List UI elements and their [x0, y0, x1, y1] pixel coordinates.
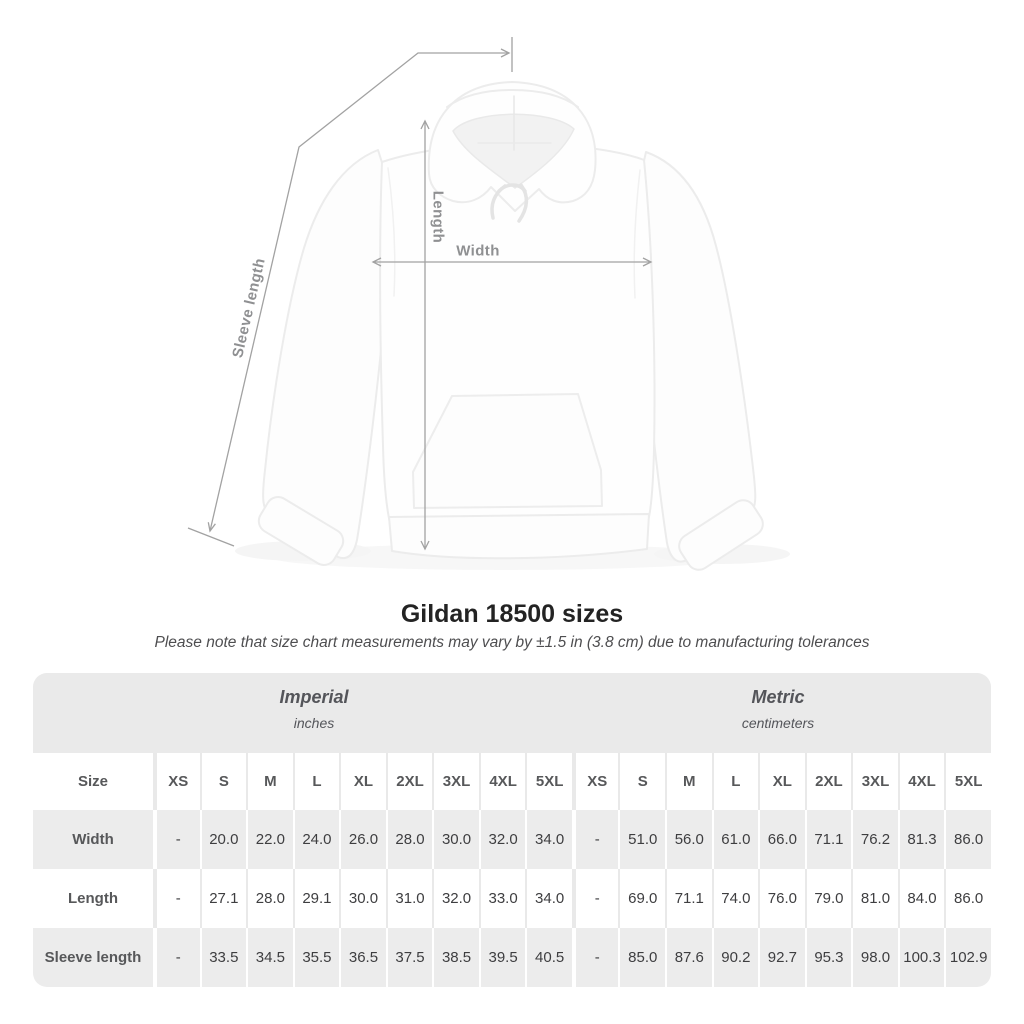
size-header: 2XL — [805, 753, 852, 810]
value-cell: 37.5 — [386, 928, 433, 987]
size-header: XL — [758, 753, 805, 810]
imperial-group-label: Imperial — [279, 687, 349, 707]
size-header: M — [665, 753, 712, 810]
value-cell: 36.5 — [339, 928, 386, 987]
value-cell: 71.1 — [805, 810, 852, 869]
unit-groups-band — [33, 673, 991, 753]
row-label-sleeve-length: Sleeve length — [44, 949, 142, 966]
value-cell: 69.0 — [618, 869, 665, 928]
row-label-width: Width — [72, 831, 114, 848]
value-cell: 20.0 — [200, 810, 247, 869]
value-cell: 90.2 — [712, 928, 759, 987]
value-cell: 76.2 — [851, 810, 898, 869]
value-cell: - — [153, 810, 200, 869]
sleeve-length-row — [33, 928, 991, 987]
size-header: L — [712, 753, 759, 810]
hoodie-garment — [235, 82, 790, 574]
sleeve-length-measurement-label: Sleeve length — [229, 256, 269, 360]
value-cell: 32.0 — [432, 869, 479, 928]
value-cell: 26.0 — [339, 810, 386, 869]
value-cell: 24.0 — [293, 810, 340, 869]
size-grid — [33, 753, 991, 987]
imperial-group-unit: inches — [293, 715, 335, 731]
value-cell: 100.3 — [898, 928, 945, 987]
value-cell: - — [572, 928, 619, 987]
size-header: 5XL — [944, 753, 991, 810]
value-cell: 87.6 — [665, 928, 712, 987]
value-cell: 32.0 — [479, 810, 526, 869]
value-cell: 86.0 — [944, 810, 991, 869]
size-chart-table — [33, 673, 991, 987]
value-cell: 35.5 — [293, 928, 340, 987]
value-cell: 81.3 — [898, 810, 945, 869]
value-cell: 56.0 — [665, 810, 712, 869]
size-header: S — [200, 753, 247, 810]
value-cell: - — [153, 928, 200, 987]
size-header: XS — [572, 753, 619, 810]
value-cell: 85.0 — [618, 928, 665, 987]
metric-group — [742, 687, 814, 731]
size-header: S — [618, 753, 665, 810]
value-cell: 98.0 — [851, 928, 898, 987]
size-header: XL — [339, 753, 386, 810]
value-cell: 40.5 — [525, 928, 572, 987]
size-header: 3XL — [851, 753, 898, 810]
value-cell: 22.0 — [246, 810, 293, 869]
value-cell: 30.0 — [432, 810, 479, 869]
width-row — [33, 810, 991, 869]
value-cell: 31.0 — [386, 869, 433, 928]
value-cell: 39.5 — [479, 928, 526, 987]
width-measurement-label: Width — [456, 242, 500, 260]
value-cell: 79.0 — [805, 869, 852, 928]
value-cell: 74.0 — [712, 869, 759, 928]
value-cell: 28.0 — [386, 810, 433, 869]
tolerance-note: Please note that size chart measurements may vary by ±1.5 in (3.8 cm) due to manufacturing tolerances — [154, 634, 870, 651]
size-header: 2XL — [386, 753, 433, 810]
length-measurement-label: Length — [429, 190, 447, 244]
size-header: 4XL — [898, 753, 945, 810]
right-sleeve — [638, 152, 756, 562]
value-cell: 71.1 — [665, 869, 712, 928]
value-cell: 27.1 — [200, 869, 247, 928]
size-header: 3XL — [432, 753, 479, 810]
value-cell: 51.0 — [618, 810, 665, 869]
value-cell: 81.0 — [851, 869, 898, 928]
value-cell: 38.5 — [432, 928, 479, 987]
size-header-row — [33, 753, 991, 810]
size-header: XS — [153, 753, 200, 810]
value-cell: 28.0 — [246, 869, 293, 928]
value-cell: 30.0 — [339, 869, 386, 928]
value-cell: - — [572, 869, 619, 928]
value-cell: - — [572, 810, 619, 869]
value-cell: 34.0 — [525, 869, 572, 928]
value-cell: - — [153, 869, 200, 928]
value-cell: 76.0 — [758, 869, 805, 928]
row-label-length: Length — [68, 890, 118, 907]
imperial-group — [279, 687, 348, 731]
metric-group-label: Metric — [751, 687, 805, 707]
size-header: 4XL — [479, 753, 526, 810]
hem-band — [389, 514, 649, 558]
value-cell: 92.7 — [758, 928, 805, 987]
value-cell: 34.0 — [525, 810, 572, 869]
size-header: L — [293, 753, 340, 810]
metric-group-unit: centimeters — [741, 715, 815, 731]
value-cell: 33.0 — [479, 869, 526, 928]
page-title: Gildan 18500 sizes — [400, 600, 624, 628]
value-cell: 66.0 — [758, 810, 805, 869]
value-cell: 33.5 — [200, 928, 247, 987]
value-cell: 61.0 — [712, 810, 759, 869]
size-header: 5XL — [525, 753, 572, 810]
length-row — [33, 869, 991, 928]
value-cell: 86.0 — [944, 869, 991, 928]
value-cell: 29.1 — [293, 869, 340, 928]
size-header: M — [246, 753, 293, 810]
value-cell: 84.0 — [898, 869, 945, 928]
value-cell: 95.3 — [805, 928, 852, 987]
value-cell: 34.5 — [246, 928, 293, 987]
size-column-header: Size — [77, 773, 108, 790]
value-cell: 102.9 — [944, 928, 991, 987]
